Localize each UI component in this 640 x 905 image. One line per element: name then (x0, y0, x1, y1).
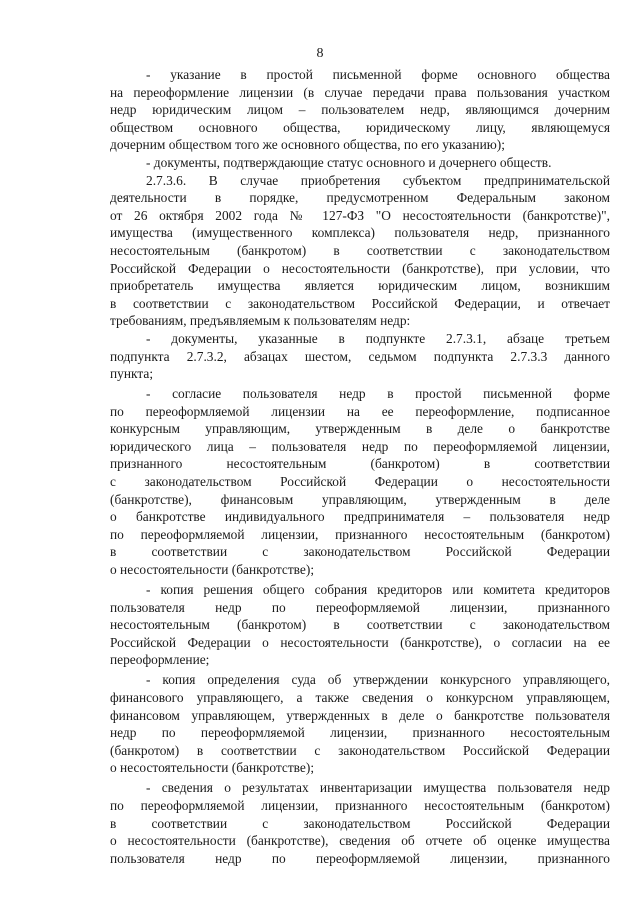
text-line: о несостоятельности (банкротстве); (110, 760, 315, 776)
text-line: в соответствии с законодательством Российской Федерации, и отвечает (110, 295, 610, 311)
text-line: о несостоятельности (банкротстве); (110, 562, 315, 578)
text-line: пользователя недр по переоформляемой лицензии, признанного (110, 850, 610, 866)
text-line: с законодательством Российской Федерации о несостоятельности (110, 474, 610, 490)
text-line: дочерним обществом того же основного общества, по его указанию); (110, 137, 505, 153)
text-line: в соответствии с законодательством Российской Федерации (110, 544, 610, 560)
text-line: - указание в простой письменной форме основного общества (146, 67, 610, 82)
text-line: по переоформляемой лицензии, признанного несостоятельным (банкротом) (110, 526, 610, 542)
text-line: переоформление; (110, 652, 210, 668)
text-line: Российской Федерации о несостоятельности (банкротстве), при условии, что (110, 260, 610, 276)
text-line: несостоятельным (банкротом) в соответствии с законодательством (110, 617, 610, 633)
text-line: о несостоятельности (банкротстве), сведения об отчете об оценке имущества (110, 833, 610, 849)
text-line: в соответствии с законодательством Российской Федерации (110, 815, 610, 831)
text-line: признанного несостоятельным (банкротом) в соответствии (110, 456, 610, 472)
text-line: - сведения о результатах инвентаризации имущества пользователя недр (146, 780, 610, 796)
document-body (110, 66, 610, 867)
text-line: недр по переоформляемой лицензии, признанного несостоятельным (110, 725, 610, 741)
text-line: конкурсным управляющим, утвержденным в деле о банкротстве (110, 421, 610, 437)
text-line: деятельности в порядке, предусмотренном Федеральным законом (110, 190, 610, 206)
page-number: 8 (316, 46, 324, 61)
text-line: 2.7.3.6. В случае приобретения субъектом предпринимательской (146, 172, 610, 188)
text-line: (банкротом) в соответствии с законодательством Российской Федерации (110, 742, 610, 758)
text-line: на переоформление лицензии (в случае передачи права пользования участком (110, 84, 610, 100)
text-line: недр юридическим лицом – пользователем недр, являющимся дочерним (110, 102, 610, 118)
text-line: подпункта 2.7.3.2, абзацах шестом, седьмом подпункта 2.7.3.3 данного (110, 348, 610, 364)
text-line: по переоформляемой лицензии на ее переоформление, подписанное (110, 403, 610, 419)
text-line: - документы, указанные в подпункте 2.7.3.1, абзаце третьем (146, 330, 610, 346)
text-line: приобретатель имущества является юридическим лицом, возникшим (110, 278, 610, 294)
text-line: о банкротстве индивидуального предпринимателя – пользователя недр (110, 509, 610, 525)
text-line: - документы, подтверждающие статус основного и дочернего обществ. (146, 154, 552, 170)
text-line: Российской Федерации о несостоятельности (банкротстве), о согласии на ее (110, 634, 610, 650)
text-line: (банкротстве), финансовым управляющим, утвержденным в деле (110, 491, 610, 507)
text-line: пользователя недр по переоформляемой лицензии, признанного (110, 599, 610, 615)
text-line: - копия решения общего собрания кредиторов или комитета кредиторов (146, 582, 610, 597)
text-line: по переоформляемой лицензии, признанного несостоятельным (банкротом) (110, 797, 610, 813)
text-line: от 26 октября 2002 года № 127-ФЗ "О несостоятельности (банкротстве)", (110, 207, 610, 223)
text-line: - согласие пользователя недр в простой письменной форме (146, 386, 610, 402)
text-line: требованиям, предъявляемым к пользователям недр: (110, 313, 411, 329)
text-line: финансового управляющего, а также сведения о конкурсном управляющем, (110, 689, 610, 705)
text-line: финансовом управляющем, утвержденных в деле о банкротстве пользователя (110, 707, 610, 723)
text-line: юридического лица – пользователя недр по переоформляемой лицензии, (110, 438, 610, 454)
text-line: обществом основного общества, юридическому лицу, являющемуся (110, 119, 610, 135)
text-line: пункта; (110, 366, 154, 382)
text-line: имущества (имущественного комплекса) пользователя недр, признанного (110, 225, 610, 241)
text-line: несостоятельным (банкротом) в соответствии с законодательством (110, 242, 610, 258)
text-line: - копия определения суда об утверждении конкурсного управляющего, (146, 672, 610, 688)
